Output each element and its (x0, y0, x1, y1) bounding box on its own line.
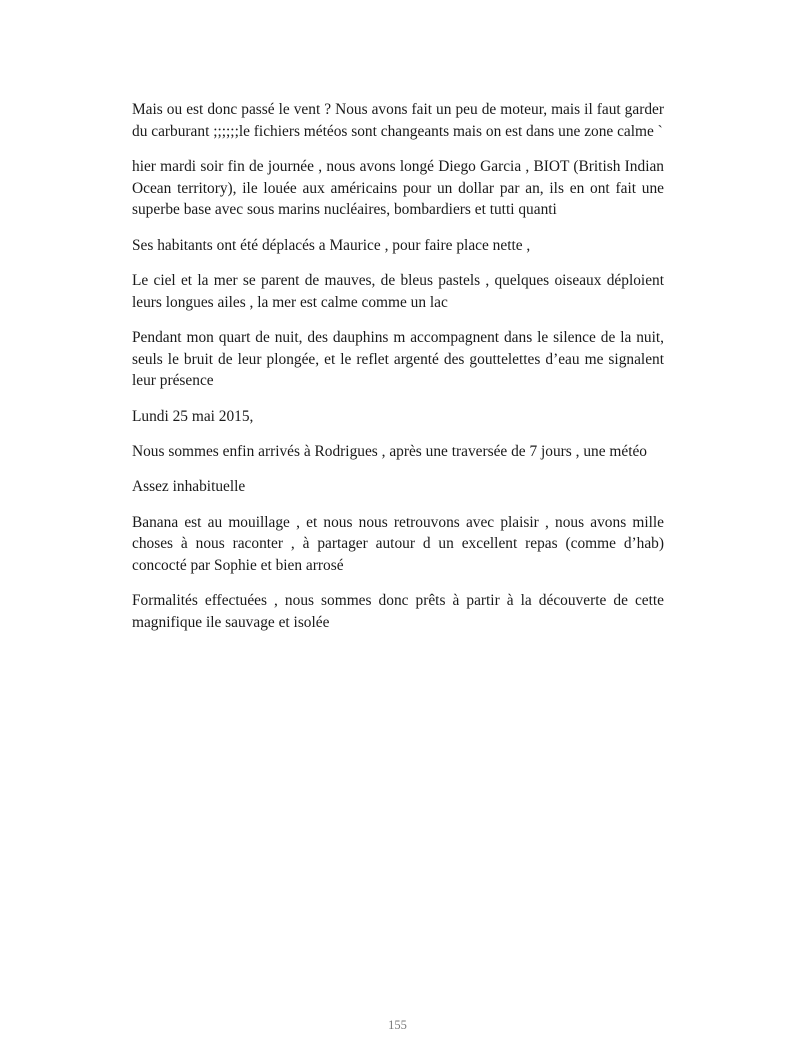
paragraph-diego-garcia: hier mardi soir fin de journée , nous avons longé Diego Garcia , BIOT (British Indian Ocean territory), ile louée aux américains pour un dollar par an, ils en ont fait une superbe base avec sous marins nucléaires, bombardiers et tutti quanti (132, 157, 664, 219)
paragraph-dolphins: Pendant mon quart de nuit, des dauphins m accompagnent dans le silence de la nuit, seuls le bruit de leur plongée, et le reflet argenté des gouttelettes d’eau me signalent leur présence (132, 328, 664, 390)
body-text (132, 99, 664, 647)
paragraph-formalities: Formalités effectuées , nous sommes donc prêts à partir à la découverte de cette magnifique ile sauvage et isolée (132, 592, 664, 631)
paragraph-inhabitants: Ses habitants ont été déplacés a Maurice , pour faire place nette , (132, 236, 531, 254)
page-number: 155 (388, 1018, 407, 1032)
paragraph-arrival: Nous sommes enfin arrivés à Rodrigues , après une traversée de 7 jours , une météo (132, 442, 648, 460)
paragraph-date: Lundi 25 mai 2015, (132, 407, 254, 425)
paragraph-sky-sea: Le ciel et la mer se parent de mauves, de bleus pastels , quelques oiseaux déploient leurs longues ailes , la mer est calme comme un lac (132, 271, 664, 311)
paragraph-unusual: Assez inhabituelle (132, 478, 246, 496)
paragraph-banana: Banana est au mouillage , et nous nous retrouvons avec plaisir , nous avons mille choses à nous raconter , à partager autour d un excellent repas (comme d’hab) concocté par Sophie et bien arrosé (132, 513, 664, 574)
paragraph-wind: Mais ou est donc passé le vent ? Nous avons fait un peu de moteur, mais il faut garder du carburant ;;;;;;le fichiers météos sont changeants mais on est dans une zone calme ` (132, 101, 664, 140)
